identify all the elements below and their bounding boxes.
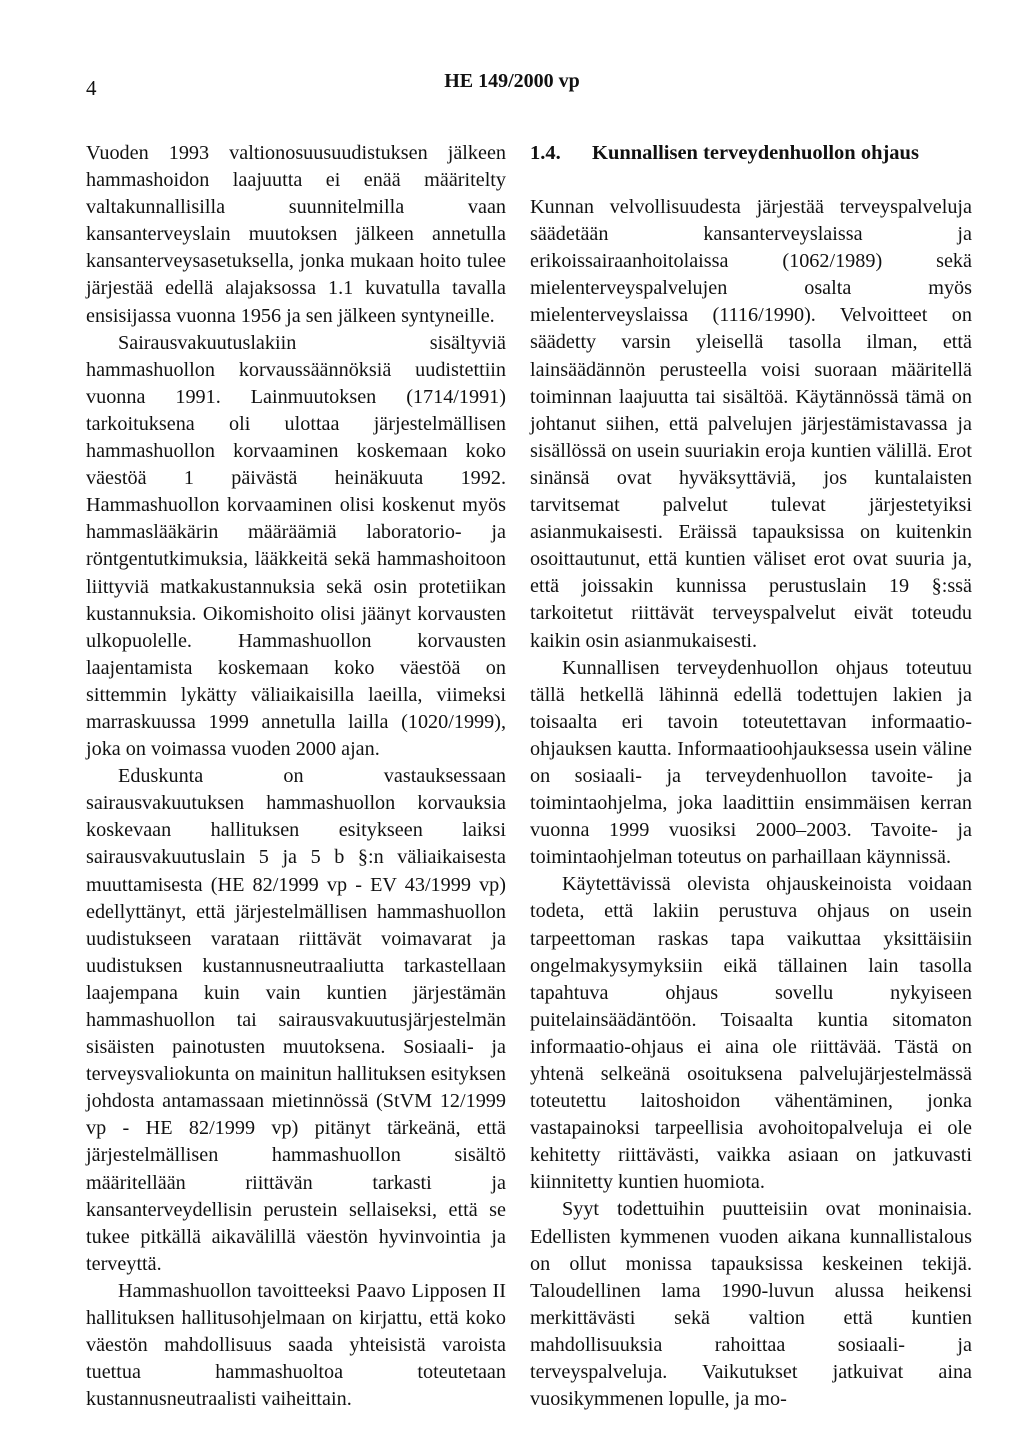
right-column [530,140,972,1413]
paragraph: Sairausvakuutuslakiin sisältyviä hammashuollon korvaussäännöksiä uudistettiin vuonna 1991. Lainmuutoksen (1714/1991) tarkoituksena oli ulottaa järjestelmällisen hammashuollon korvaaminen koskemaan koko väestöä 1 päivästä heinäkuuta 1992. Hammashuollon korvaaminen olisi koskenut myös hammaslääkärin määräämiä laboratorio- ja röntgentutkimuksia, lääkkeitä sekä hammashoitoon liittyviä matkakustannuksia sekä osin protetiikan kustannuksia. Oikomishoito olisi jäänyt korvausten ulkopuolelle. Hammashuollon korvausten laajentamista koskemaan koko väestöä on sittemmin lykätty väliaikaisilla laeilla, viimeksi marraskuussa 1999 annetulla lailla (1020/1999), joka on voimassa vuoden 2000 ajan. [86,331,506,761]
section-heading [530,140,972,166]
running-title: HE 149/2000 vp [444,70,580,92]
page-number: 4 [86,76,97,100]
paragraph: Vuoden 1993 valtionosuusuudistuksen jälkeen hammashoidon laajuutta ei enää määritelty valtakunnallisilla suunnitelmilla vaan kansanterveyslain muutoksen jälkeen annetulla kansanterveysasetuksella, jonka mukaan hoito tulee järjestää edellä alajaksossa 1.1 kuvatulla tavalla ensisijassa vuonna 1956 ja sen jälkeen syntyneille. [86,142,506,327]
left-column [86,140,506,1413]
paragraph: Hammashuollon tavoitteeksi Paavo Lipposen II hallituksen hallitusohjelmaan on kirjattu, että koko väestön mahdollisuus saada yhteisistä varoista tuettua hammashuoltoa toteutetaan kustannusneutraalisti vaiheittain. [86,1279,506,1411]
section-title: Kunnallisen terveydenhuollon ohjaus [592,142,919,164]
paragraph: Eduskunta on vastauksessaan sairausvakuutuksen hammashuollon korvauksia koskevaan hallituksen esitykseen laiksi sairausvakuutuslain 5 ja 5 b §:n väliaikaisesta muuttamisesta (HE 82/1999 vp - EV 43/1999 vp) edellyttänyt, että järjestelmällisen hammashuollon uudistukseen varataan riittävät voimavarat ja uudistuksen kustannusneutraaliutta tarkastellaan laajempana kuin vain kuntien järjestämän hammashuollon tai sairausvakuutusjärjestelmän sisäisten painotusten muutoksena. Sosiaali- ja terveysvaliokunta on mainitun hallituksen esityksen johdosta antamassaan mietinnössä (StVM 12/1999 vp - HE 82/1999 vp) pitänyt tärkeänä, että järjestelmällisen hammashuollon sisältö määritellään riittävän tarkasti ja kansanterveydellisin perustein sellaiseksi, että se tukee pitkällä aikavälillä väestön hyvinvointia ja terveyttä. [86,765,506,1275]
section-number: 1.4. [530,142,561,164]
paragraph: Syyt todettuihin puutteisiin ovat moninaisia. Edellisten kymmenen vuoden aikana kunnallistalous on ollut monissa tapauksissa keskeinen tekijä. Taloudellinen lama 1990-luvun alussa heikensi merkittävästi sekä valtion että kuntien mahdollisuuksia rahoittaa sosiaali- ja terveyspalveluja. Vaikutukset jatkuivat aina vuosikymmenen lopulle, ja mo- [530,1198,972,1411]
paragraph: Käytettävissä olevista ohjauskeinoista voidaan todeta, että lakiin perustuva ohjaus on usein tarpeettoman raskas tapa vaikuttaa yksittäisiin ongelmakysymyksiin eikä tällainen lain tasolla tapahtuva ohjaus sovellu nykyiseen puitelainsäädäntöön. Toisaalta kuntia sitomaton informaatio-ohjaus ei aina ole riittävää. Tästä on yhtenä selkeänä osoituksena palvelujärjestelmässä toteutettu laitoshoidon vähentäminen, jonka vastapainoksi tarpeellisia avohoitopalveluja ei ole kehitetty riittävästi, vaikka asiaan on jatkuvasti kiinnitetty kuntien huomiota. [530,873,972,1194]
paragraph: Kunnallisen terveydenhuollon ohjaus toteutuu tällä hetkellä lähinnä edellä todettujen lakien ja toisaalta eri tavoin toteutettavan informaatio-ohjauksen kautta. Informaatioohjauksessa usein väline on sosiaali- ja terveydenhuollon tavoite- ja toimintaohjelma, joka laadittiin ensimmäisen kerran vuonna 1999 vuosiksi 2000–2003. Tavoite- ja toimintaohjelman toteutus on parhaillaan käynnissä. [530,656,972,869]
paragraph: Kunnan velvollisuudesta järjestää terveyspalveluja säädetään kansanterveyslaissa ja erikoissairaanhoitolaissa (1062/1989) sekä mielenterveyspalvelujen osalta myös mielenterveyslaissa (1116/1990). Velvoitteet on säädetty varsin yleisellä tasolla ilman, että lainsäädännön perusteella voisi suoraan määritellä toiminnan laajuutta tai sisältöä. Käytännössä tämä on johtanut siihen, että palvelujen järjestämistavassa ja sisällössä on usein suuriakin eroja kuntien välillä. Erot sinänsä ovat hyväksyttäviä, jos kuntalaisten tarvitsemat palvelut tulevat järjestetyiksi asianmukaisesti. Eräissä tapauksissa on kuitenkin osoittautunut, että kuntien väliset erot ovat suuria ja, että joissakin kunnissa perustuslain 19 §:ssä tarkoitetut riittävät terveyspalvelut eivät toteudu kaikin osin asianmukaisesti. [530,196,972,652]
